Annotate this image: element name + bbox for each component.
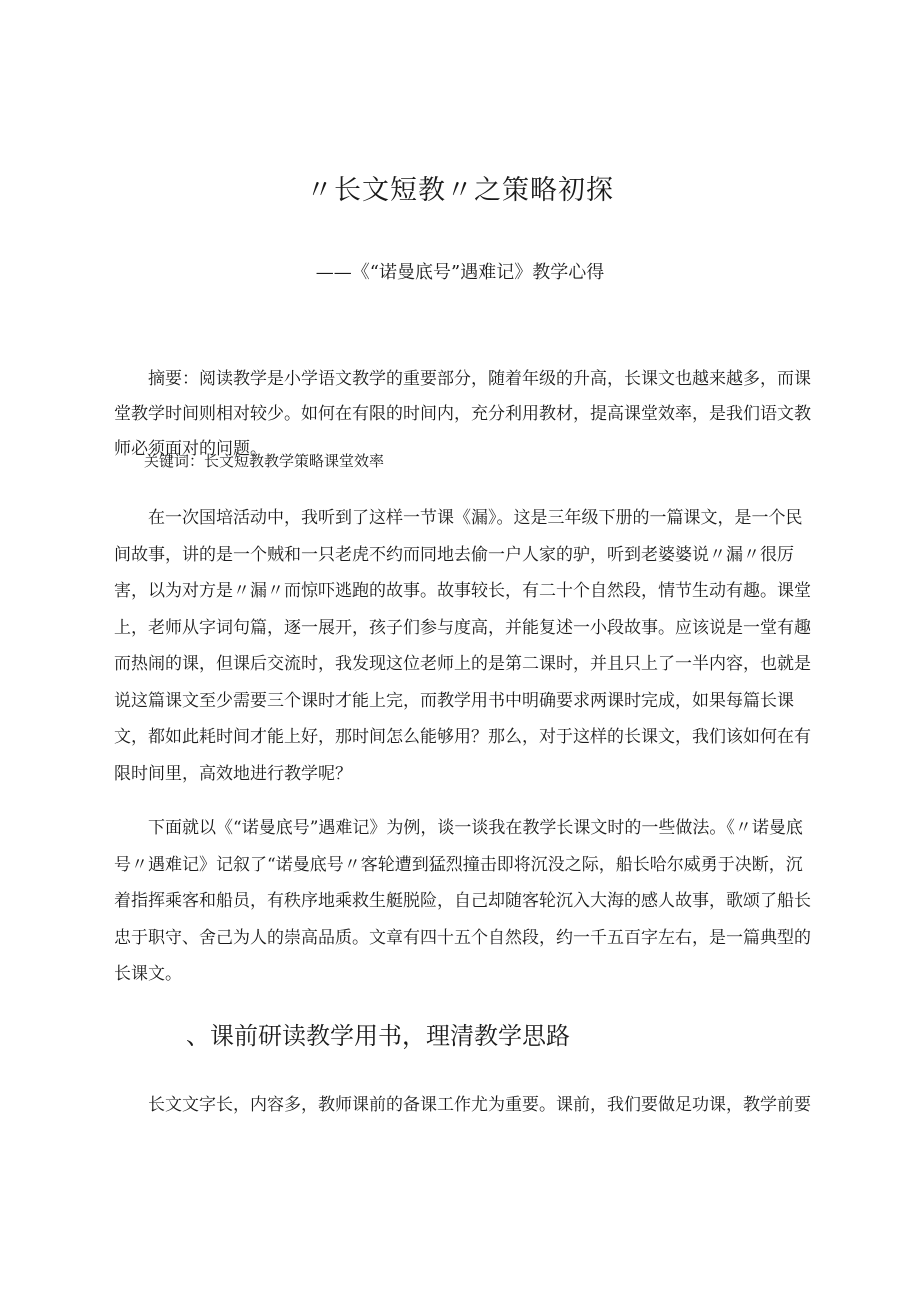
section-heading-1: 、课前研读教学用书，理清教学思路 (186, 1022, 570, 1050)
body-paragraph-3: 长文文字长，内容多，教师课前的备课工作尤为重要。课前，我们要做足功课，教学前要 (148, 1095, 811, 1115)
keywords-line: 关键词：长文短教教学策略课堂效率 (144, 452, 385, 470)
body-paragraph-1: 在一次国培活动中，我听到了这样一节课《漏》。这是三年级下册的一篇课文，是一个民间故事，讲的是一个贼和一只老虎不约而同地去偷一户人家的驴，听到老婆婆说〃漏〃很厉害，以为对方是〃漏〃而惊吓逃跑的故事。故事较长，有二十个自然段，情节生动有趣。课堂上，老师从字词句篇，逐一展开，孩子们参与度高，并能复述一小段故事。应该说是一堂有趣而热闹的课，但课后交流时，我发现这位老师上的是第二课时，并且只上了一半内容，也就是说这篇课文至少需要三个课时才能上完，而教学用书中明确要求两课时完成，如果每篇长课文，都如此耗时间才能上好，那时间怎么能够用？那么，对于这样的长课文，我们该如何在有限时间里，高效地进行教学呢？ (114, 508, 811, 784)
document-title: 〃长文短教〃之策略初探 (306, 175, 614, 206)
body-paragraph-2: 下面就以《“诺曼底号”遇难记》为例，谈一谈我在教学长课文时的一些做法。《〃诺曼底号〃遇难记》记叙了“诺曼底号〃客轮遭到猛烈撞击即将沉没之际，船长哈尔威勇于决断，沉着指挥乘客和船员，有秩序地乘救生艇脱险，自己却随客轮沉入大海的感人故事，歌颂了船长忠于职守、舍己为人的崇高品质。文章有四十五个自然段，约一千五百字左右，是一篇典型的长课文。 (114, 818, 811, 984)
abstract-paragraph: 摘要：阅读教学是小学语文教学的重要部分，随着年级的升高，长课文也越来越多，而课堂教学时间则相对较少。如何在有限的时间内，充分利用教材，提高课堂效率，是我们语文教师必须面对的问题。 (114, 369, 811, 459)
document-subtitle: ——《“诺曼底号”遇难记》教学心得 (315, 262, 605, 283)
